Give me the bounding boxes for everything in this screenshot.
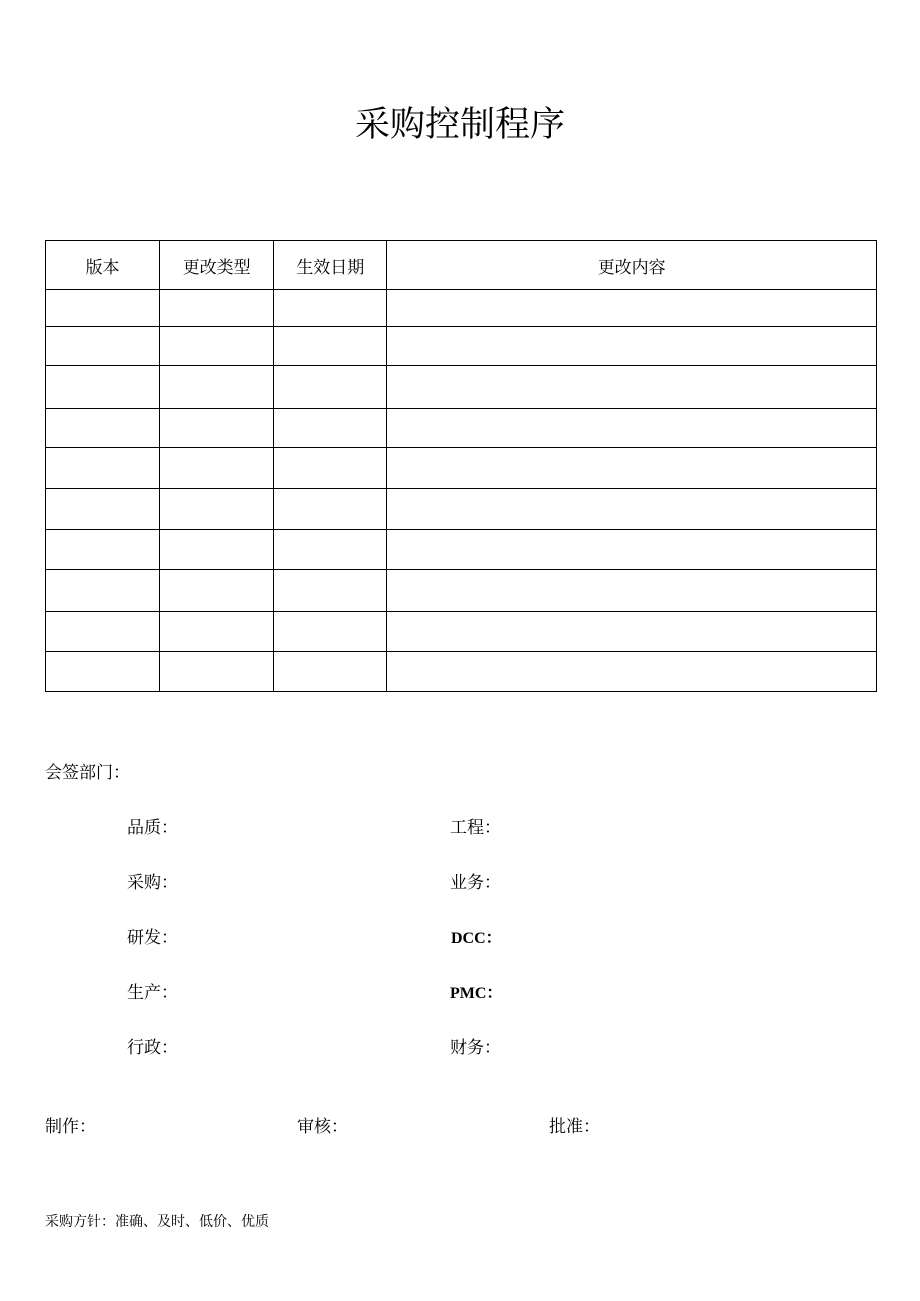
table-cell[interactable]	[160, 530, 274, 570]
table-cell[interactable]	[160, 409, 274, 448]
purchasing-policy: 采购方针：准确、及时、低价、优质	[45, 1214, 269, 1230]
table-cell[interactable]	[387, 652, 877, 692]
table-cell[interactable]	[387, 327, 877, 366]
countersign-purchasing: 采购：	[127, 873, 178, 893]
made-by-label: 制作：	[45, 1117, 96, 1137]
table-cell[interactable]	[387, 448, 877, 489]
table-cell[interactable]	[160, 489, 274, 530]
table-cell[interactable]	[160, 366, 274, 409]
table-cell[interactable]	[274, 652, 387, 692]
revision-table-header-row	[46, 241, 877, 290]
countersign-dcc: DCC：	[451, 930, 502, 947]
table-cell[interactable]	[46, 327, 160, 366]
approved-by-label: 批准：	[549, 1117, 600, 1137]
table-row	[46, 652, 877, 692]
table-row	[46, 409, 877, 448]
table-cell[interactable]	[387, 290, 877, 327]
countersign-finance: 财务：	[450, 1038, 501, 1058]
table-cell[interactable]	[387, 409, 877, 448]
header-change-type: 更改类型	[160, 241, 274, 290]
table-cell[interactable]	[160, 612, 274, 652]
table-cell[interactable]	[387, 570, 877, 612]
table-cell[interactable]	[274, 489, 387, 530]
countersign-engineering: 工程：	[450, 818, 501, 838]
header-change-content: 更改内容	[387, 241, 877, 290]
reviewed-by-label: 审核：	[297, 1117, 348, 1137]
countersign-pmc: PMC：	[450, 985, 503, 1002]
table-cell[interactable]	[46, 448, 160, 489]
header-version: 版本	[46, 241, 160, 290]
table-cell[interactable]	[46, 612, 160, 652]
table-row	[46, 327, 877, 366]
table-cell[interactable]	[46, 290, 160, 327]
countersign-quality: 品质：	[127, 818, 178, 838]
page-title: 采购控制程序	[354, 105, 565, 145]
countersign-rnd: 研发：	[127, 928, 178, 948]
table-cell[interactable]	[46, 530, 160, 570]
table-row	[46, 448, 877, 489]
table-cell[interactable]	[160, 652, 274, 692]
table-row	[46, 612, 877, 652]
table-row	[46, 290, 877, 327]
table-cell[interactable]	[274, 612, 387, 652]
countersign-business: 业务：	[450, 873, 501, 893]
countersign-production: 生产：	[127, 983, 178, 1003]
table-cell[interactable]	[160, 570, 274, 612]
header-effective-date: 生效日期	[274, 241, 387, 290]
table-cell[interactable]	[46, 409, 160, 448]
table-row	[46, 530, 877, 570]
table-cell[interactable]	[274, 530, 387, 570]
countersign-label: 会签部门：	[45, 763, 130, 783]
countersign-administration: 行政：	[127, 1038, 178, 1058]
table-row	[46, 570, 877, 612]
table-cell[interactable]	[274, 366, 387, 409]
table-cell[interactable]	[274, 570, 387, 612]
table-cell[interactable]	[387, 530, 877, 570]
table-cell[interactable]	[46, 489, 160, 530]
table-cell[interactable]	[46, 570, 160, 612]
table-cell[interactable]	[160, 448, 274, 489]
table-cell[interactable]	[274, 409, 387, 448]
table-row	[46, 366, 877, 409]
table-cell[interactable]	[274, 290, 387, 327]
table-cell[interactable]	[387, 612, 877, 652]
table-row	[46, 489, 877, 530]
revision-table	[45, 240, 877, 692]
table-cell[interactable]	[160, 290, 274, 327]
table-cell[interactable]	[387, 489, 877, 530]
table-cell[interactable]	[274, 448, 387, 489]
table-cell[interactable]	[46, 366, 160, 409]
table-cell[interactable]	[274, 327, 387, 366]
table-cell[interactable]	[387, 366, 877, 409]
table-cell[interactable]	[46, 652, 160, 692]
table-cell[interactable]	[160, 327, 274, 366]
